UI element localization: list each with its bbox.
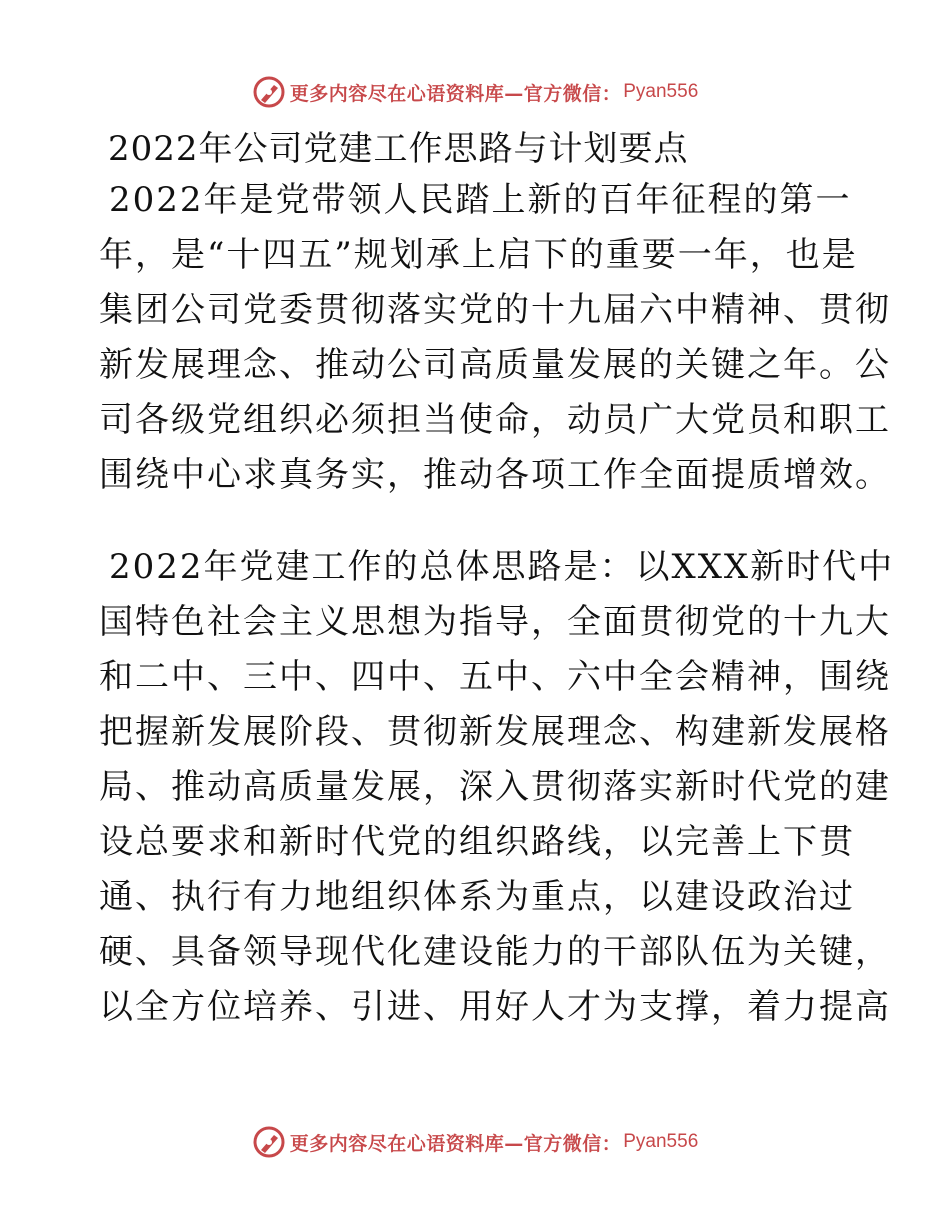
paragraph-2: [99, 540, 895, 1035]
watermark-text: 更多内容尽在心语资料库—官方微信：: [289, 1132, 622, 1155]
paragraph-line: 新发展理念、推动公司高质量发展的关键之年。公: [99, 345, 891, 385]
paragraph-line: 司各级党组织必须担当使命，动员广大党员和职工: [99, 400, 891, 440]
red-pen-circle-logo-icon: [252, 75, 286, 109]
document-title: 2022年公司党建工作思路与计划要点: [108, 129, 689, 169]
paragraph-line: 通、执行有力地组织体系为重点，以建设政治过: [99, 877, 855, 917]
paragraph-line: 硬、具备领导现代化建设能力的干部队伍为关键，: [99, 932, 891, 972]
paragraph-line: 设总要求和新时代党的组织路线，以完善上下贯: [99, 822, 855, 862]
paragraph-line: 围绕中心求真务实，推动各项工作全面提质增效。: [99, 455, 891, 495]
watermark-banner-bottom: [0, 1122, 950, 1162]
watermark-handle: Pyan556: [623, 81, 699, 102]
paragraph-line: 年，是“十四五”规划承上启下的重要一年，也是: [99, 235, 858, 275]
watermark-banner-top: [0, 72, 950, 112]
watermark-text: 更多内容尽在心语资料库—官方微信：: [289, 82, 622, 105]
paragraph-line: 以全方位培养、引进、用好人才为支撑，着力提高: [99, 987, 891, 1027]
paragraph-1: [99, 173, 891, 503]
paragraph-line: 2022年是党带领人民踏上新的百年征程的第一: [109, 180, 852, 220]
paragraph-line: 局、推动高质量发展，深入贯彻落实新时代党的建: [99, 767, 891, 807]
paragraph-line: 国特色社会主义思想为指导，全面贯彻党的十九大: [99, 602, 891, 642]
watermark-handle: Pyan556: [623, 1131, 699, 1152]
paragraph-line: 2022年党建工作的总体思路是：以XXX新时代中: [109, 547, 895, 587]
paragraph-line: 集团公司党委贯彻落实党的十九届六中精神、贯彻: [99, 290, 891, 330]
red-pen-circle-logo-icon: [252, 1125, 286, 1159]
paragraph-line: 把握新发展阶段、贯彻新发展理念、构建新发展格: [99, 712, 891, 752]
paragraph-line: 和二中、三中、四中、五中、六中全会精神，围绕: [99, 657, 891, 697]
